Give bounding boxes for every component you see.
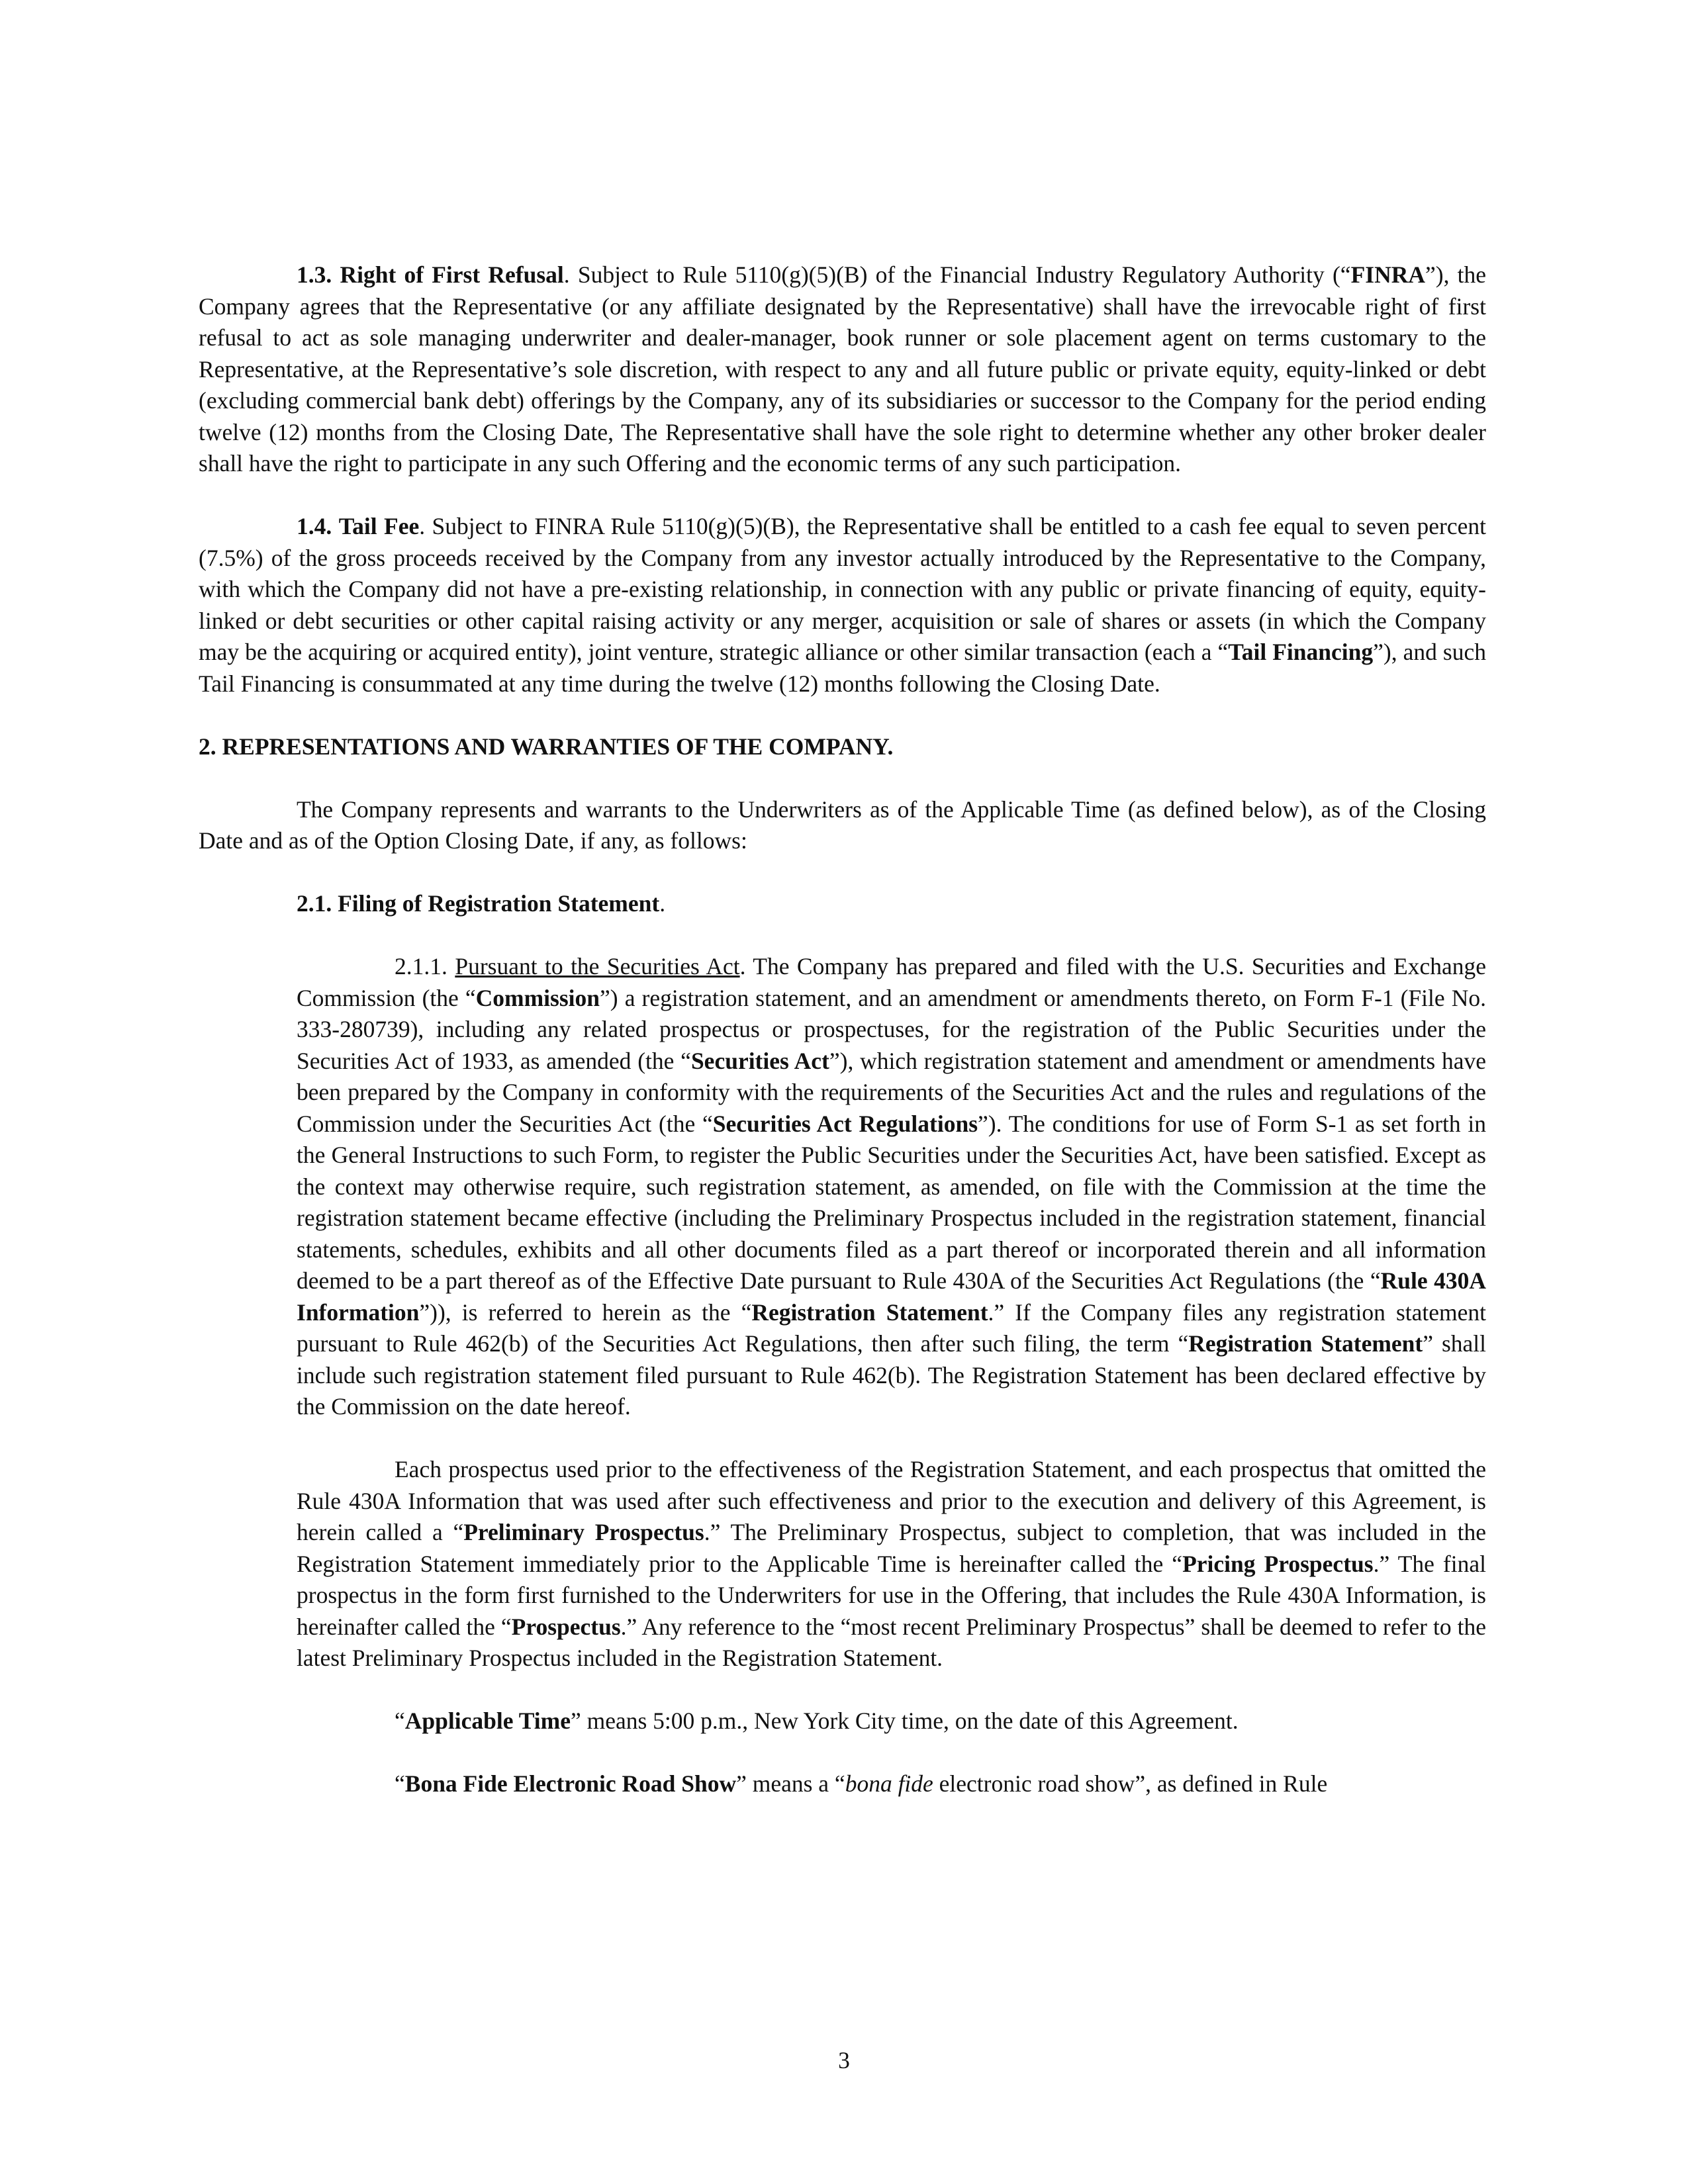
section-title: Tail Fee — [338, 513, 420, 539]
section-title: Pursuant to the Securities Act — [455, 953, 740, 979]
defined-term: Pricing Prospectus — [1182, 1550, 1374, 1577]
section-title: Right of First Refusal — [340, 261, 564, 288]
defined-term: Tail Financing — [1228, 639, 1374, 665]
defined-term: FINRA — [1350, 261, 1425, 288]
section-number: 1.3. — [297, 261, 332, 288]
defined-term: Securities Act — [690, 1047, 829, 1074]
prospectus-paragraph: Each prospectus used prior to the effectiveness of the Registration Statement, and each prospectus that omitted the Rule 430A Information that was used after such effectiveness and prior to the execution and delivery of this Agreement, is herein called a “Preliminary Prospectus.” The Preliminary Prospectus, subject to completion, that was included in the Registration Statement immediately prior to the Applicable Time is hereinafter called the “Pricing Prospectus.” The final prospectus in the form first furnished to the Underwriters for use in the Offering, that includes the Rule 430A Information, is hereinafter called the “Prospectus.” Any reference to the “most recent Preliminary Prospectus” shall be deemed to refer to the latest Preliminary Prospectus included in the Registration Statement. — [297, 1456, 1486, 1671]
defined-term: Bona Fide Electronic Road Show — [404, 1770, 737, 1797]
page-number: 3 — [838, 2047, 850, 2073]
defined-term: Securities Act Regulations — [712, 1110, 978, 1137]
document-body — [199, 259, 1486, 1800]
section-2-heading: 2. REPRESENTATIONS AND WARRANTIES OF THE COMPANY. — [199, 733, 894, 760]
defined-term: Registration Statement — [1188, 1330, 1423, 1357]
applicable-time-definition: “Applicable Time” means 5:00 p.m., New York City time, on the date of this Agreement. — [395, 1707, 1239, 1734]
defined-term: Applicable Time — [404, 1707, 571, 1734]
section-1-3-paragraph: 1.3. Right of First Refusal. Subject to Rule 5110(g)(5)(B) of the Financial Industry Regulatory Authority (“FINRA”), the Company agrees that the Representative (or any affiliate designated by the Representative) shall have the irrevocable right of first refusal to act as sole managing underwriter and dealer-manager, book runner or sole placement agent on terms customary to the Representative, at the Representative’s sole discretion, with respect to any and all future public or private equity, equity-linked or debt (excluding commercial bank debt) offerings by the Company, any of its subsidiaries or successor to the Company for the period ending twelve (12) months from the Closing Date, The Representative shall have the sole right to determine whether any other broker dealer shall have the right to participate in any such Offering and the economic terms of any such participation. — [199, 261, 1487, 477]
defined-term: Commission — [475, 984, 600, 1011]
section-2-1-1-paragraph: 2.1.1. Pursuant to the Securities Act. The Company has prepared and filed with the U.S. Securities and Exchange Commission (the “Commission”) a registration statement, and an amendment or amendments thereto, on Form F-1 (File No. 333-280739), including any related prospectus or prospectuses, for the registration of the Public Securities under the Securities Act of 1933, as amended (the “Securities Act”), which registration statement and amendment or amendments have been prepared by the Company in conformity with the requirements of the Securities Act and the rules and regulations of the Commission under the Securities Act (the “Securities Act Regulations”). The conditions for use of Form S-1 as set forth in the General Instructions to such Form, to register the Public Securities under the Securities Act, have been satisfied. Except as the context may otherwise require, such registration statement, as amended, on file with the Commission at the time the registration statement became effective (including the Preliminary Prospectus included in the registration statement, financial statements, schedules, exhibits and all other documents filed as a part thereof or incorporated therein and all information deemed to be a part thereof as of the Effective Date pursuant to Rule 430A of the Securities Act Regulations (the “Rule 430A Information”)), is referred to herein as the “Registration Statement.” If the Company files any registration statement pursuant to Rule 462(b) of the Securities Act Regulations, then after such filing, the term “Registration Statement” shall include such registration statement filed pursuant to Rule 462(b). The Registration Statement has been declared effective by the Commission on the date hereof. — [297, 953, 1487, 1420]
road-show-definition: “Bona Fide Electronic Road Show” means a “bona fide electronic road show”, as defined in Rule — [395, 1770, 1328, 1797]
section-2-1-heading: 2.1. Filing of Registration Statement. — [297, 890, 666, 917]
defined-term: Rule 430A Information — [297, 1267, 1486, 1326]
defined-term: Registration Statement — [751, 1298, 988, 1326]
section-2-intro: The Company represents and warrants to the Underwriters as of the Applicable Time (as defined below), as of the Closing Date and as of the Option Closing Date, if any, as follows: — [199, 796, 1486, 854]
section-1-4-paragraph: 1.4. Tail Fee. Subject to FINRA Rule 5110(g)(5)(B), the Representative shall be entitled to a cash fee equal to seven percent (7.5%) of the gross proceeds received by the Company from any investor actually introduced by the Representative to the Company, with which the Company did not have a pre-existing relationship, in connection with any public or private financing of equity, equity-linked or debt securities or other capital raising activity or any merger, acquisition or sale of shares or assets (in which the Company may be the acquiring or acquired entity), joint venture, strategic alliance or other similar transaction (each a “Tail Financing”), and such Tail Financing is consummated at any time during the twelve (12) months following the Closing Date. — [199, 513, 1487, 697]
defined-term: Preliminary Prospectus — [463, 1519, 704, 1545]
defined-term: Prospectus — [511, 1613, 621, 1640]
section-number: 1.4. — [297, 513, 332, 539]
